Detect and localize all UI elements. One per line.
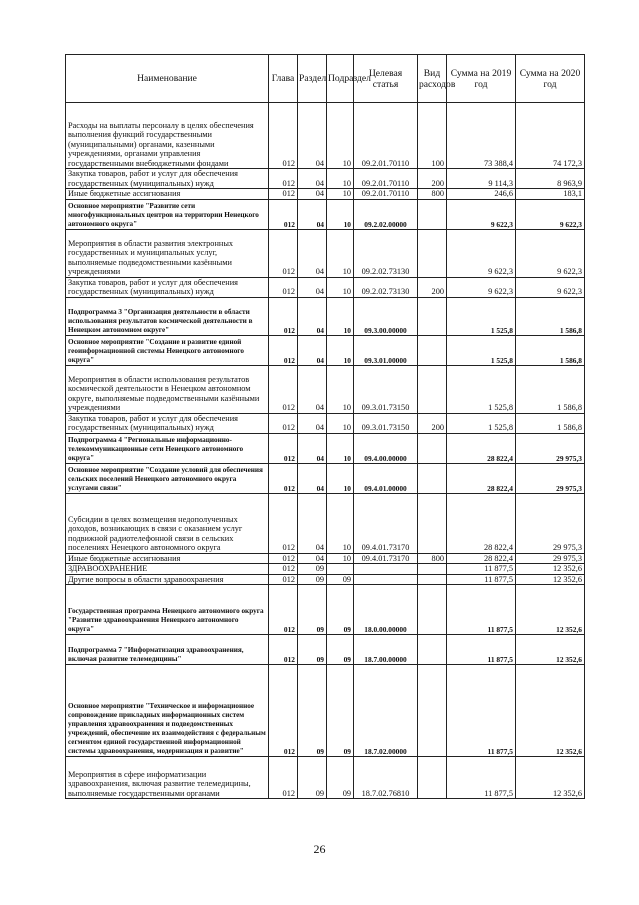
row-expense-type <box>418 199 447 229</box>
row-glava: 012 <box>269 564 298 575</box>
row-target: 09.2.01.70110 <box>354 189 418 200</box>
row-name: Подпрограмма 4 "Региональные информационно-телекоммуникационные сети Ненецкого автономного округа" <box>66 433 269 463</box>
row-sum-2019: 11 877,5 <box>447 757 516 799</box>
row-name: Закупка товаров, работ и услуг для обеспечения государственных (муниципальных) нужд <box>66 169 269 189</box>
row-sum-2020: 29 975,3 <box>516 553 585 564</box>
row-name: Мероприятия в области использования результатов космической деятельности в Ненецком автономном округе, выполняемые подведомственными казёнными учреждениями <box>66 365 269 413</box>
row-sum-2019: 1 525,8 <box>447 365 516 413</box>
row-razdel: 04 <box>298 413 327 433</box>
row-sum-2019: 11 877,5 <box>447 635 516 665</box>
row-expense-type <box>418 574 447 585</box>
row-expense-type <box>418 665 447 757</box>
row-glava: 012 <box>269 335 298 365</box>
table-row <box>66 277 585 297</box>
page-number: 26 <box>313 842 326 856</box>
row-name: Иные бюджетные ассигнования <box>66 189 269 200</box>
row-sum-2020: 12 352,6 <box>516 574 585 585</box>
row-target: 18.7.02.00000 <box>354 665 418 757</box>
col-header-glava: Глава <box>269 55 298 103</box>
row-razdel: 09 <box>298 585 327 635</box>
row-sum-2019: 28 822,4 <box>447 433 516 463</box>
row-razdel: 09 <box>298 635 327 665</box>
table-row <box>66 169 585 189</box>
row-target: 09.4.01.73170 <box>354 553 418 564</box>
row-sum-2020: 12 352,6 <box>516 635 585 665</box>
row-glava: 012 <box>269 553 298 564</box>
row-podrazdel: 10 <box>327 277 354 297</box>
table-row <box>66 463 585 493</box>
row-razdel: 04 <box>298 493 327 553</box>
row-podrazdel: 10 <box>327 297 354 335</box>
row-podrazdel: 09 <box>327 585 354 635</box>
row-razdel: 04 <box>298 169 327 189</box>
col-header-target: Целевая статья <box>354 55 418 103</box>
row-name: Субсидии в целях возмещения недополученных доходов, возникающих в связи с оказанием услуг подвижной радиотелефонной связи в сельских поселениях Ненецкого автономного округа <box>66 493 269 553</box>
row-expense-type <box>418 463 447 493</box>
row-name: Государственная программа Ненецкого автономного округа "Развитие здравоохранения Ненецкого автономного округа" <box>66 585 269 635</box>
row-podrazdel: 10 <box>327 229 354 277</box>
row-name: Основное мероприятие "Техническое и информационное сопровождение прикладных информационных систем управления здравоохранения и подведомственных учреждений, обеспечение их взаимодействия с федеральным сегментом единой государственной информационной системы здравоохранения, модернизация и развитие" <box>66 665 269 757</box>
row-sum-2020: 1 586,8 <box>516 297 585 335</box>
row-expense-type <box>418 635 447 665</box>
row-expense-type <box>418 493 447 553</box>
row-sum-2020: 12 352,6 <box>516 757 585 799</box>
row-expense-type <box>418 229 447 277</box>
row-expense-type <box>418 564 447 575</box>
row-sum-2020: 9 622,3 <box>516 277 585 297</box>
row-expense-type <box>418 585 447 635</box>
row-sum-2020: 1 586,8 <box>516 335 585 365</box>
row-sum-2019: 1 525,8 <box>447 297 516 335</box>
row-name: Другие вопросы в области здравоохранения <box>66 574 269 585</box>
row-podrazdel: 10 <box>327 199 354 229</box>
row-razdel: 04 <box>298 199 327 229</box>
row-glava: 012 <box>269 169 298 189</box>
row-target: 09.4.00.00000 <box>354 433 418 463</box>
row-glava: 012 <box>269 277 298 297</box>
col-header-razdel: Раздел <box>298 55 327 103</box>
table-row <box>66 297 585 335</box>
row-name: Закупка товаров, работ и услуг для обеспечения государственных (муниципальных) нужд <box>66 413 269 433</box>
row-target: 09.2.02.00000 <box>354 199 418 229</box>
row-sum-2020: 1 586,8 <box>516 365 585 413</box>
row-expense-type <box>418 757 447 799</box>
row-sum-2019: 9 622,3 <box>447 229 516 277</box>
row-sum-2019: 28 822,4 <box>447 493 516 553</box>
row-expense-type: 200 <box>418 413 447 433</box>
row-expense-type: 800 <box>418 189 447 200</box>
row-name: Основное мероприятие "Создание условий для обеспечения сельских поселений Ненецкого автономного округа услугами связи" <box>66 463 269 493</box>
table-row <box>66 635 585 665</box>
row-glava: 012 <box>269 413 298 433</box>
row-razdel: 09 <box>298 665 327 757</box>
row-sum-2020: 8 963,9 <box>516 169 585 189</box>
row-name: ЗДРАВООХРАНЕНИЕ <box>66 564 269 575</box>
row-target: 18.0.00.00000 <box>354 585 418 635</box>
table-row <box>66 665 585 757</box>
row-name: Основное мероприятие "Развитие сети многофункциональных центров на территории Ненецкого автономного округа" <box>66 199 269 229</box>
row-target <box>354 574 418 585</box>
row-sum-2020: 29 975,3 <box>516 433 585 463</box>
table-row <box>66 564 585 575</box>
table-row <box>66 335 585 365</box>
row-razdel: 09 <box>298 574 327 585</box>
row-podrazdel: 10 <box>327 189 354 200</box>
row-razdel: 04 <box>298 553 327 564</box>
table-row <box>66 433 585 463</box>
row-glava: 012 <box>269 493 298 553</box>
row-sum-2020: 12 352,6 <box>516 585 585 635</box>
row-podrazdel: 09 <box>327 574 354 585</box>
row-name: Мероприятия в сфере информатизации здравоохранения, включая развитие телемедицины, выполняемые государственными органами <box>66 757 269 799</box>
row-glava: 012 <box>269 297 298 335</box>
row-razdel: 09 <box>298 757 327 799</box>
row-podrazdel: 10 <box>327 433 354 463</box>
row-expense-type <box>418 365 447 413</box>
table-row <box>66 413 585 433</box>
row-glava: 012 <box>269 574 298 585</box>
row-expense-type <box>418 433 447 463</box>
row-sum-2019: 9 114,3 <box>447 169 516 189</box>
row-sum-2019: 9 622,3 <box>447 199 516 229</box>
row-podrazdel: 10 <box>327 169 354 189</box>
table-row <box>66 493 585 553</box>
row-podrazdel: 10 <box>327 365 354 413</box>
row-target: 09.2.01.70110 <box>354 103 418 169</box>
row-razdel: 09 <box>298 564 327 575</box>
row-sum-2020: 29 975,3 <box>516 493 585 553</box>
row-razdel: 04 <box>298 335 327 365</box>
row-podrazdel <box>327 564 354 575</box>
row-name: Мероприятия в области развития электронных государственных и муниципальных услуг, выполняемые подведомственными казёнными учреждениями <box>66 229 269 277</box>
row-sum-2019: 11 877,5 <box>447 564 516 575</box>
row-target: 09.4.01.73170 <box>354 493 418 553</box>
row-name: Закупка товаров, работ и услуг для обеспечения государственных (муниципальных) нужд <box>66 277 269 297</box>
row-target: 09.2.01.70110 <box>354 169 418 189</box>
row-sum-2020: 1 586,8 <box>516 413 585 433</box>
row-podrazdel: 09 <box>327 757 354 799</box>
row-podrazdel: 09 <box>327 665 354 757</box>
row-expense-type: 800 <box>418 553 447 564</box>
row-glava: 012 <box>269 433 298 463</box>
row-glava: 012 <box>269 665 298 757</box>
row-glava: 012 <box>269 635 298 665</box>
row-sum-2020: 9 622,3 <box>516 199 585 229</box>
row-target: 09.3.00.00000 <box>354 297 418 335</box>
row-razdel: 04 <box>298 189 327 200</box>
row-razdel: 04 <box>298 297 327 335</box>
row-sum-2019: 28 822,4 <box>447 463 516 493</box>
row-razdel: 04 <box>298 103 327 169</box>
row-target: 09.4.01.00000 <box>354 463 418 493</box>
table-row <box>66 103 585 169</box>
col-header-name: Наименование <box>66 55 269 103</box>
row-name: Иные бюджетные ассигнования <box>66 553 269 564</box>
row-glava: 012 <box>269 189 298 200</box>
budget-table <box>65 54 585 799</box>
row-expense-type <box>418 335 447 365</box>
row-glava: 012 <box>269 229 298 277</box>
row-podrazdel: 10 <box>327 413 354 433</box>
row-razdel: 04 <box>298 277 327 297</box>
row-sum-2019: 9 622,3 <box>447 277 516 297</box>
row-podrazdel: 10 <box>327 553 354 564</box>
row-target: 09.3.01.00000 <box>354 335 418 365</box>
row-target <box>354 564 418 575</box>
row-razdel: 04 <box>298 229 327 277</box>
row-glava: 012 <box>269 365 298 413</box>
col-header-podrazdel: Подраздел <box>327 55 354 103</box>
row-glava: 012 <box>269 463 298 493</box>
row-sum-2019: 1 525,8 <box>447 413 516 433</box>
row-razdel: 04 <box>298 365 327 413</box>
row-expense-type: 200 <box>418 277 447 297</box>
row-sum-2020: 9 622,3 <box>516 229 585 277</box>
row-glava: 012 <box>269 103 298 169</box>
row-sum-2019: 11 877,5 <box>447 574 516 585</box>
row-sum-2019: 28 822,4 <box>447 553 516 564</box>
row-podrazdel: 10 <box>327 463 354 493</box>
row-name: Подпрограмма 3 "Организация деятельности в области использования результатов космической деятельности в Ненецком автономном округе" <box>66 297 269 335</box>
row-sum-2020: 29 975,3 <box>516 463 585 493</box>
row-sum-2020: 12 352,6 <box>516 665 585 757</box>
row-sum-2020: 12 352,6 <box>516 564 585 575</box>
col-header-sum-2019: Сумма на 2019 год <box>447 55 516 103</box>
row-glava: 012 <box>269 199 298 229</box>
row-sum-2019: 73 388,4 <box>447 103 516 169</box>
row-sum-2019: 11 877,5 <box>447 585 516 635</box>
row-target: 18.7.00.00000 <box>354 635 418 665</box>
row-target: 18.7.02.76810 <box>354 757 418 799</box>
table-row <box>66 365 585 413</box>
row-sum-2020: 74 172,3 <box>516 103 585 169</box>
table-row <box>66 553 585 564</box>
row-name: Расходы на выплаты персоналу в целях обеспечения выполнения функций государственными (муниципальными) органами, казенными учреждениями, органами управления государственными внебюджетными фондами <box>66 103 269 169</box>
row-target: 09.3.01.73150 <box>354 365 418 413</box>
table-row <box>66 757 585 799</box>
row-target: 09.3.01.73150 <box>354 413 418 433</box>
col-header-sum-2020: Сумма на 2020 год <box>516 55 585 103</box>
row-razdel: 04 <box>298 433 327 463</box>
row-sum-2020: 183,1 <box>516 189 585 200</box>
row-glava: 012 <box>269 757 298 799</box>
col-header-expense-type: Вид расходов <box>418 55 447 103</box>
row-sum-2019: 246,6 <box>447 189 516 200</box>
row-glava: 012 <box>269 585 298 635</box>
row-expense-type: 100 <box>418 103 447 169</box>
row-name: Основное мероприятие "Создание и развитие единой геоинформационной системы Ненецкого автономного округа" <box>66 335 269 365</box>
row-expense-type <box>418 297 447 335</box>
row-sum-2019: 11 877,5 <box>447 665 516 757</box>
row-podrazdel: 10 <box>327 493 354 553</box>
row-target: 09.2.02.73130 <box>354 277 418 297</box>
table-row <box>66 189 585 200</box>
table-row <box>66 574 585 585</box>
table-row <box>66 199 585 229</box>
row-podrazdel: 10 <box>327 103 354 169</box>
row-razdel: 04 <box>298 463 327 493</box>
table-row <box>66 585 585 635</box>
row-target: 09.2.02.73130 <box>354 229 418 277</box>
header-row <box>66 55 585 103</box>
row-podrazdel: 09 <box>327 635 354 665</box>
row-podrazdel: 10 <box>327 335 354 365</box>
row-expense-type: 200 <box>418 169 447 189</box>
table-row <box>66 229 585 277</box>
row-sum-2019: 1 525,8 <box>447 335 516 365</box>
row-name: Подпрограмма 7 "Информатизация здравоохранения, включая развитие телемедицины" <box>66 635 269 665</box>
